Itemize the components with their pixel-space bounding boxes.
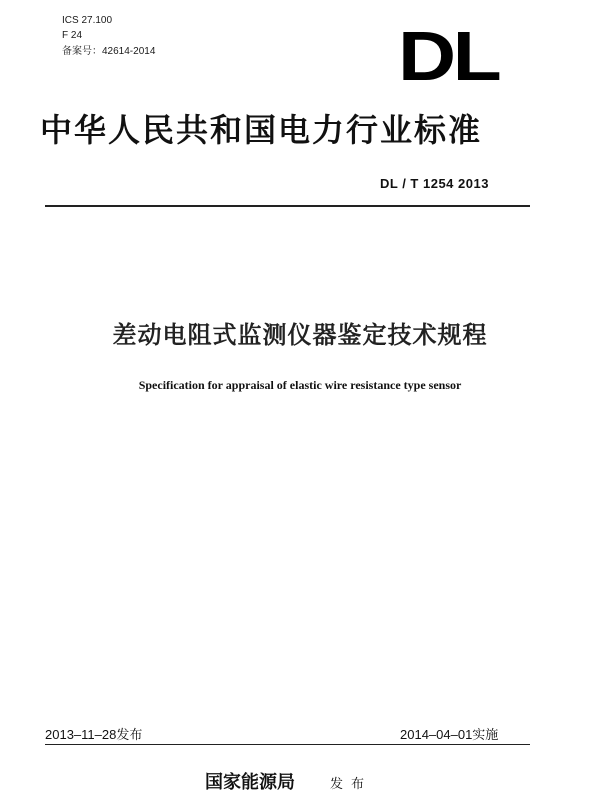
bottom-divider xyxy=(45,744,530,745)
dl-logo: DL xyxy=(398,17,499,95)
organization-title: 中华人民共和国电力行业标准 xyxy=(40,111,483,149)
issuing-authority: 国家能源局 xyxy=(205,772,295,793)
issue-label: 发布 xyxy=(330,777,373,792)
ics-code: ICS 27.100 xyxy=(62,15,113,26)
implement-date: 2014–04–01实施 xyxy=(400,727,499,742)
document-title-english: Specification for appraisal of elastic wire resistance type sensor xyxy=(138,378,462,392)
ccs-code: F 24 xyxy=(62,30,83,41)
standard-number: DL / T 1254 2013 xyxy=(380,176,489,191)
publish-date: 2013–11–28发布 xyxy=(45,727,143,742)
registration-number: 备案号：42614-2014 xyxy=(62,46,156,57)
document-title-chinese: 差动电阻式监测仪器鉴定技术规程 xyxy=(112,321,488,349)
top-divider xyxy=(45,205,530,207)
